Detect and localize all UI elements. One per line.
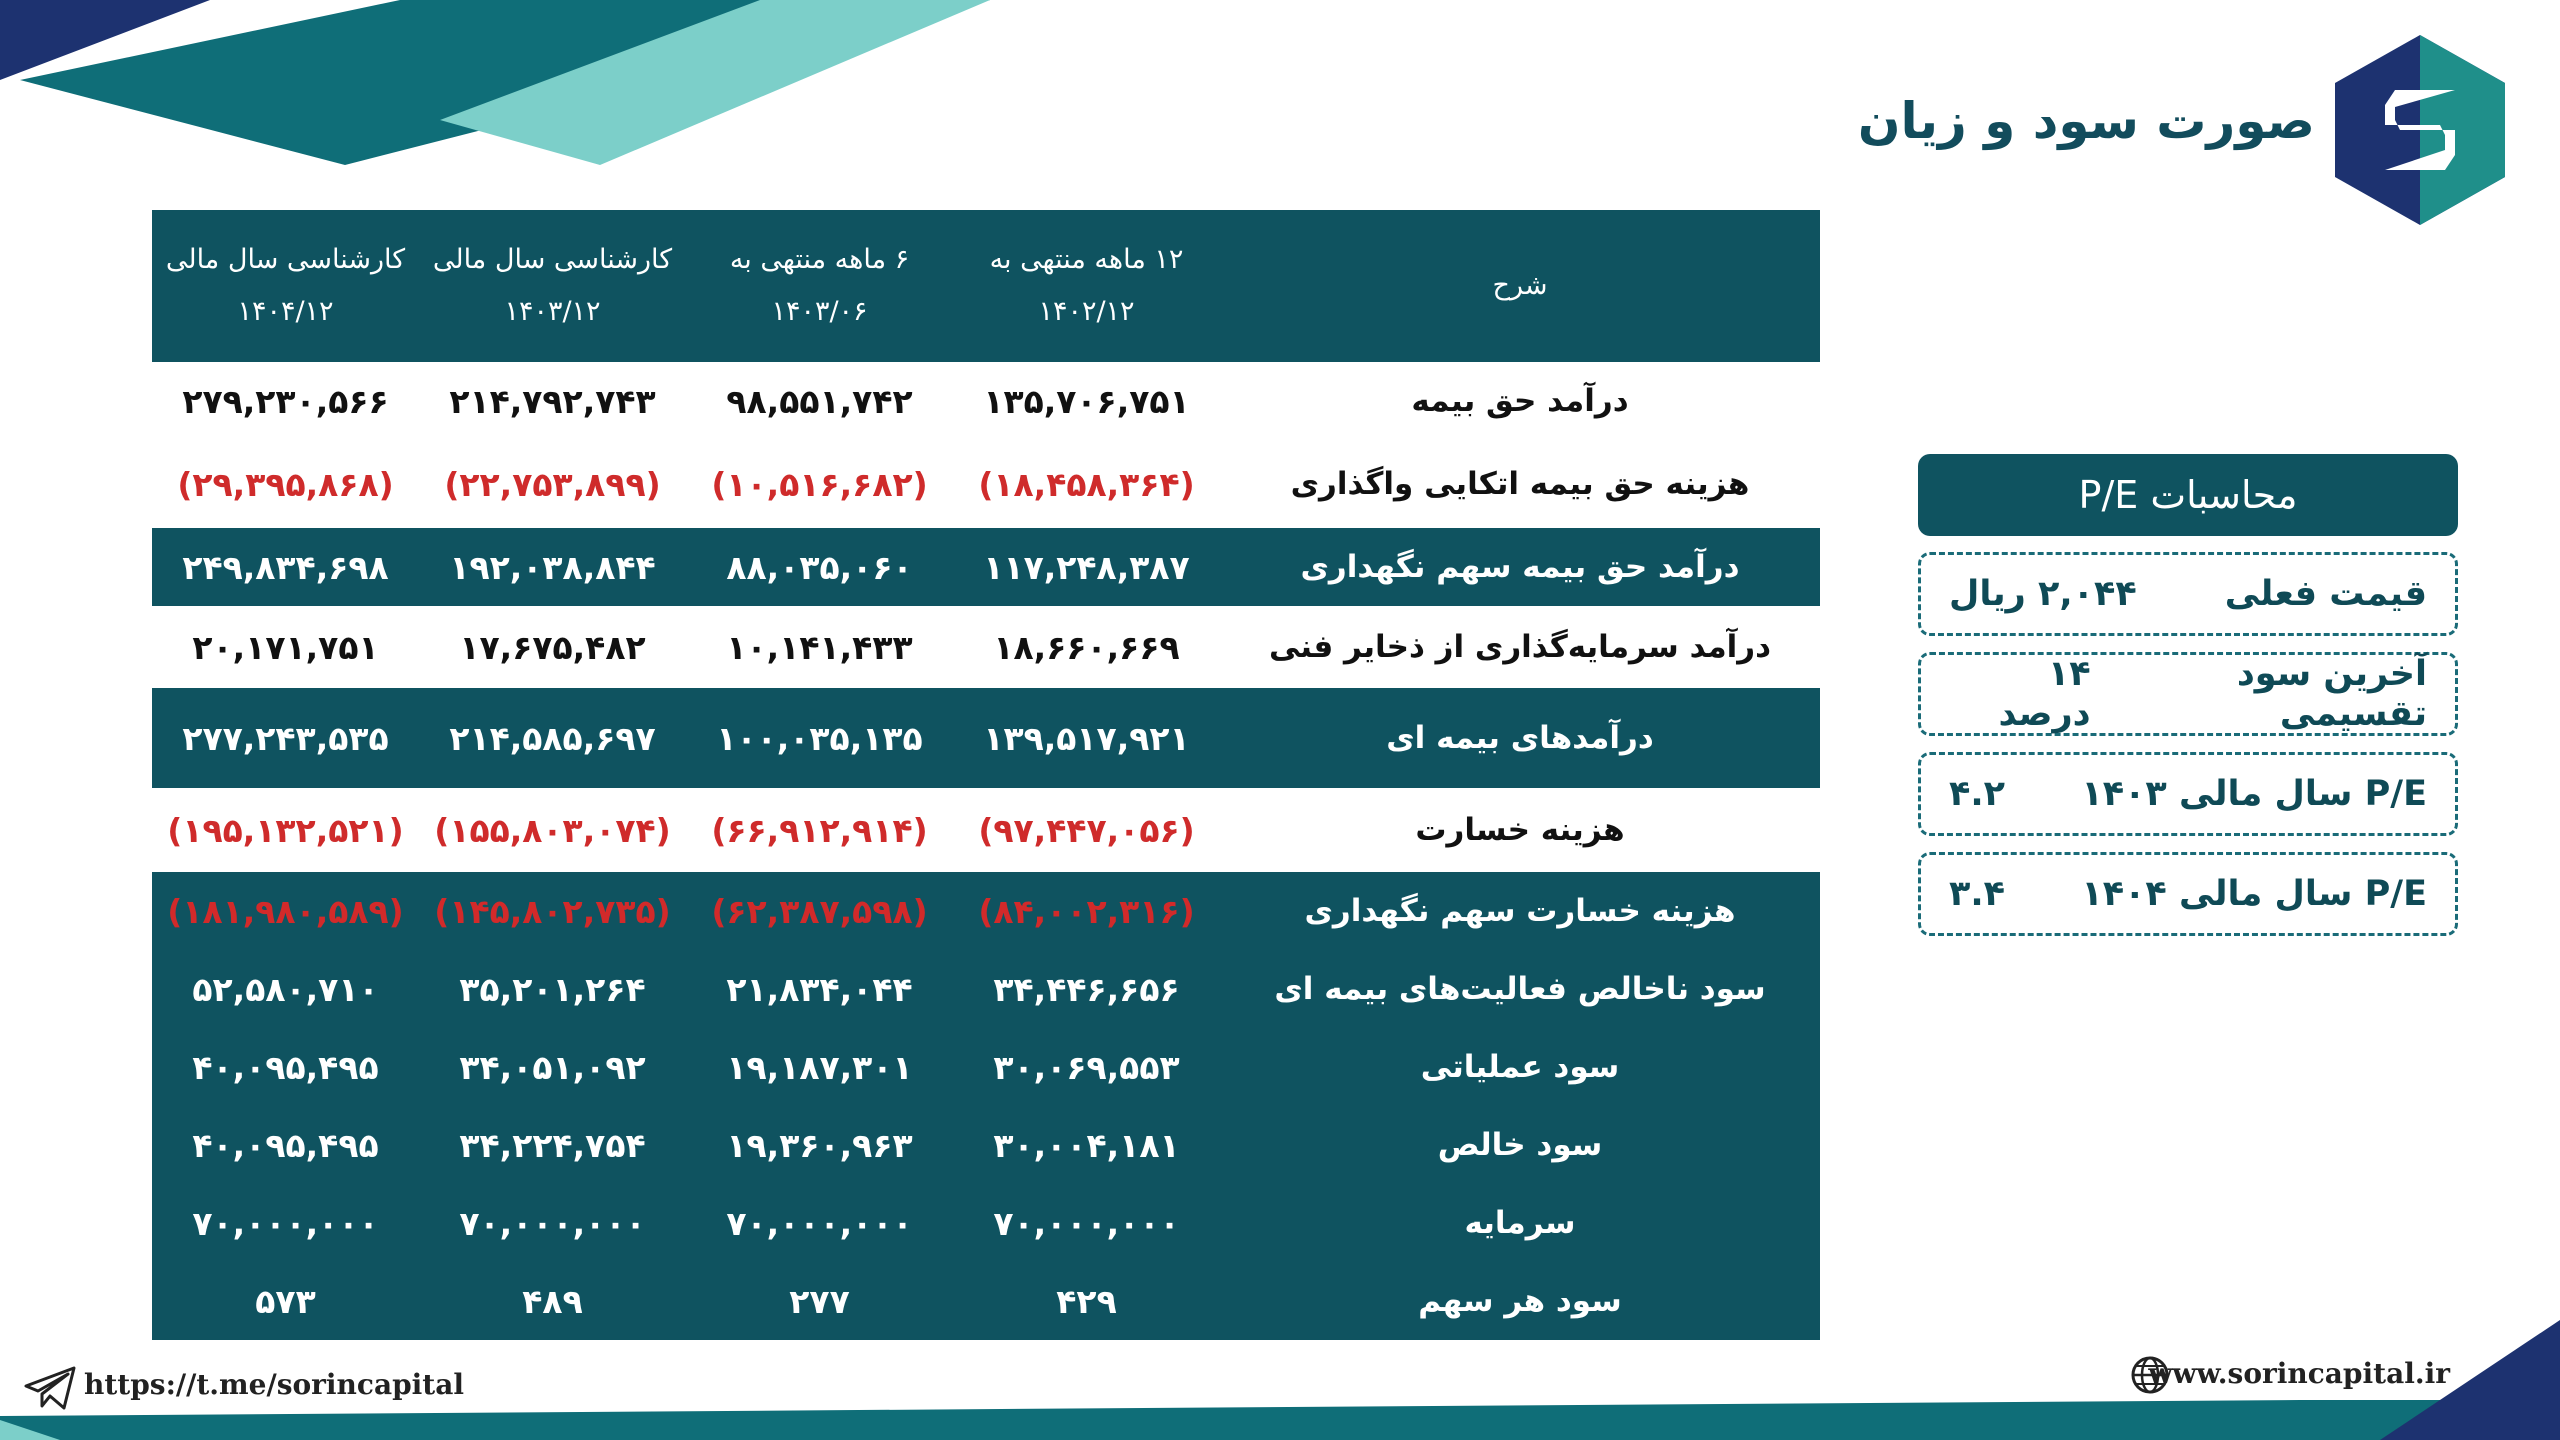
row-value: ۳۴,۲۲۴,۷۵۴ bbox=[419, 1106, 686, 1184]
row-value: (۶۶,۹۱۲,۹۱۴) bbox=[711, 810, 928, 850]
row-value: ۱۳۹,۵۱۷,۹۲۱ bbox=[953, 688, 1220, 788]
header-est-1404: کارشناسی سال مالی ۱۴۰۴/۱۲ bbox=[152, 210, 419, 362]
header-est-1403: کارشناسی سال مالی ۱۴۰۳/۱۲ bbox=[419, 210, 686, 362]
row-value: (۲۲,۷۵۳,۸۹۹) bbox=[444, 464, 661, 504]
table-row-operating-profit bbox=[152, 1028, 1820, 1106]
row-value: (۱۸۱,۹۸۰,۵۸۹) bbox=[152, 872, 419, 950]
row-label: هزینه خسارت bbox=[1415, 812, 1625, 848]
telegram-link[interactable]: https://t.me/sorincapital bbox=[84, 1368, 465, 1401]
row-value: (۲۹,۳۹۵,۸۶۸) bbox=[177, 464, 394, 504]
row-value: ۷۰,۰۰۰,۰۰۰ bbox=[152, 1184, 419, 1262]
row-value: ۷۰,۰۰۰,۰۰۰ bbox=[419, 1184, 686, 1262]
row-value: ۳۰,۰۰۴,۱۸۱ bbox=[953, 1106, 1220, 1184]
pe-item-label: P/E سال مالی ۱۴۰۴ bbox=[2081, 874, 2427, 914]
row-value: (۶۲,۳۸۷,۵۹۸) bbox=[686, 872, 953, 950]
row-value: ۴۰,۰۹۵,۴۹۵ bbox=[152, 1028, 419, 1106]
table-row-gross-profit bbox=[152, 950, 1820, 1028]
table-row-reinsurance-cost bbox=[152, 440, 1820, 528]
row-value: ۵۷۳ bbox=[152, 1262, 419, 1340]
row-value: ۳۰,۰۶۹,۵۵۳ bbox=[953, 1028, 1220, 1106]
row-value: (۱۰,۵۱۶,۶۸۲) bbox=[711, 464, 928, 504]
table-row-eps bbox=[152, 1262, 1820, 1340]
row-value: ۱۳۵,۷۰۶,۷۵۱ bbox=[983, 381, 1190, 421]
row-label: سرمایه bbox=[1220, 1184, 1820, 1262]
row-value: ۱۱۷,۲۴۸,۳۸۷ bbox=[953, 528, 1220, 606]
row-label: درآمد حق بیمه bbox=[1411, 383, 1629, 419]
website-link[interactable]: www.sorincapital.ir bbox=[2148, 1357, 2450, 1390]
row-value: ۳۴,۰۵۱,۰۹۲ bbox=[419, 1028, 686, 1106]
row-value: ۱۰۰,۰۳۵,۱۳۵ bbox=[686, 688, 953, 788]
pe-item-value: ۱۴ درصد bbox=[1998, 654, 2091, 734]
header-12m-1402: ۱۲ ماهه منتهی به ۱۴۰۲/۱۲ bbox=[953, 210, 1220, 362]
row-value: (۱۴۵,۸۰۲,۷۳۵) bbox=[419, 872, 686, 950]
row-label: درآمد حق بیمه سهم نگهداری bbox=[1220, 528, 1820, 606]
table-row-capital bbox=[152, 1184, 1820, 1262]
table-row-retained-premium bbox=[152, 528, 1820, 606]
row-label: سود خالص bbox=[1220, 1106, 1820, 1184]
row-value: ۲۱,۸۳۴,۰۴۴ bbox=[686, 950, 953, 1028]
profit-loss-table bbox=[152, 210, 1820, 1340]
row-value: (۱۸,۴۵۸,۳۶۴) bbox=[978, 464, 1195, 504]
row-value: (۱۹۵,۱۳۲,۵۲۱) bbox=[167, 810, 404, 850]
pe-item-1404 bbox=[1918, 852, 2458, 936]
row-value: ۱۸,۶۶۰,۶۶۹ bbox=[993, 627, 1180, 667]
row-value: ۱۹,۳۶۰,۹۶۳ bbox=[686, 1106, 953, 1184]
pe-item-last-dividend bbox=[1918, 652, 2458, 736]
row-value: ۲۰,۱۷۱,۷۵۱ bbox=[192, 627, 379, 667]
row-label: درآمد سرمایه‌گذاری از ذخایر فنی bbox=[1268, 629, 1772, 665]
table-row-net-profit bbox=[152, 1106, 1820, 1184]
row-value: ۲۱۴,۵۸۵,۶۹۷ bbox=[419, 688, 686, 788]
row-value: ۹۸,۵۵۱,۷۴۲ bbox=[726, 381, 913, 421]
pe-panel-title: محاسبات P/E bbox=[1918, 454, 2458, 536]
row-value: ۴۲۹ bbox=[953, 1262, 1220, 1340]
row-value: ۲۷۷,۲۴۳,۵۳۵ bbox=[152, 688, 419, 788]
row-label: سود عملیاتی bbox=[1220, 1028, 1820, 1106]
pe-item-1403 bbox=[1918, 752, 2458, 836]
pe-panel bbox=[1918, 454, 2458, 936]
row-value: ۱۹,۱۸۷,۳۰۱ bbox=[686, 1028, 953, 1106]
row-value: ۳۵,۲۰۱,۲۶۴ bbox=[419, 950, 686, 1028]
row-value: ۵۲,۵۸۰,۷۱۰ bbox=[152, 950, 419, 1028]
table-row-investment-income bbox=[152, 606, 1820, 688]
row-label: سود هر سهم bbox=[1220, 1262, 1820, 1340]
logo-icon bbox=[2335, 35, 2505, 225]
row-value: ۲۷۷ bbox=[686, 1262, 953, 1340]
row-value: (۱۵۵,۸۰۳,۰۷۴) bbox=[434, 810, 671, 850]
row-label: سود ناخالص فعالیت‌های بیمه ای bbox=[1220, 950, 1820, 1028]
pe-item-value: ۲,۰۴۴ ریال bbox=[1949, 574, 2137, 614]
header-description: شرح bbox=[1220, 210, 1820, 362]
pe-item-value: ۴.۲ bbox=[1949, 774, 2006, 814]
pe-item-current-price bbox=[1918, 552, 2458, 636]
pe-item-label: P/E سال مالی ۱۴۰۳ bbox=[2081, 774, 2427, 814]
row-label: هزینه حق بیمه اتکایی واگذاری bbox=[1290, 466, 1750, 502]
row-value: (۹۷,۴۴۷,۰۵۶) bbox=[978, 810, 1195, 850]
table-row-premium-revenue bbox=[152, 362, 1820, 440]
row-value: (۸۴,۰۰۲,۳۱۶) bbox=[953, 872, 1220, 950]
row-value: ۱۹۲,۰۳۸,۸۴۴ bbox=[419, 528, 686, 606]
row-value: ۷۰,۰۰۰,۰۰۰ bbox=[953, 1184, 1220, 1262]
row-value: ۴۰,۰۹۵,۴۹۵ bbox=[152, 1106, 419, 1184]
row-value: ۷۰,۰۰۰,۰۰۰ bbox=[686, 1184, 953, 1262]
row-value: ۸۸,۰۳۵,۰۶۰ bbox=[686, 528, 953, 606]
table-row-retained-claims bbox=[152, 872, 1820, 950]
row-value: ۱۰,۱۴۱,۴۳۳ bbox=[726, 627, 913, 667]
row-value: ۳۴,۴۴۶,۶۵۶ bbox=[953, 950, 1220, 1028]
row-value: ۲۱۴,۷۹۲,۷۴۳ bbox=[449, 381, 656, 421]
pe-item-value: ۳.۴ bbox=[1949, 874, 2006, 914]
row-value: ۲۴۹,۸۳۴,۶۹۸ bbox=[152, 528, 419, 606]
table-row-claims-cost bbox=[152, 788, 1820, 872]
table-header-row bbox=[152, 210, 1820, 362]
table-row-insurance-revenues bbox=[152, 688, 1820, 788]
row-value: ۲۷۹,۲۳۰,۵۶۶ bbox=[182, 381, 389, 421]
telegram-icon bbox=[24, 1366, 76, 1410]
row-value: ۴۸۹ bbox=[419, 1262, 686, 1340]
header-6m-1403: ۶ ماهه منتهی به ۱۴۰۳/۰۶ bbox=[686, 210, 953, 362]
pe-item-label: قیمت فعلی bbox=[2224, 574, 2427, 614]
pe-item-label: آخرین سود تقسیمی bbox=[2236, 654, 2427, 734]
row-value: ۱۷,۶۷۵,۴۸۲ bbox=[459, 627, 646, 667]
row-label: درآمدهای بیمه ای bbox=[1220, 688, 1820, 788]
page-title: صورت سود و زیان bbox=[1857, 92, 2315, 150]
row-label: هزینه خسارت سهم نگهداری bbox=[1220, 872, 1820, 950]
